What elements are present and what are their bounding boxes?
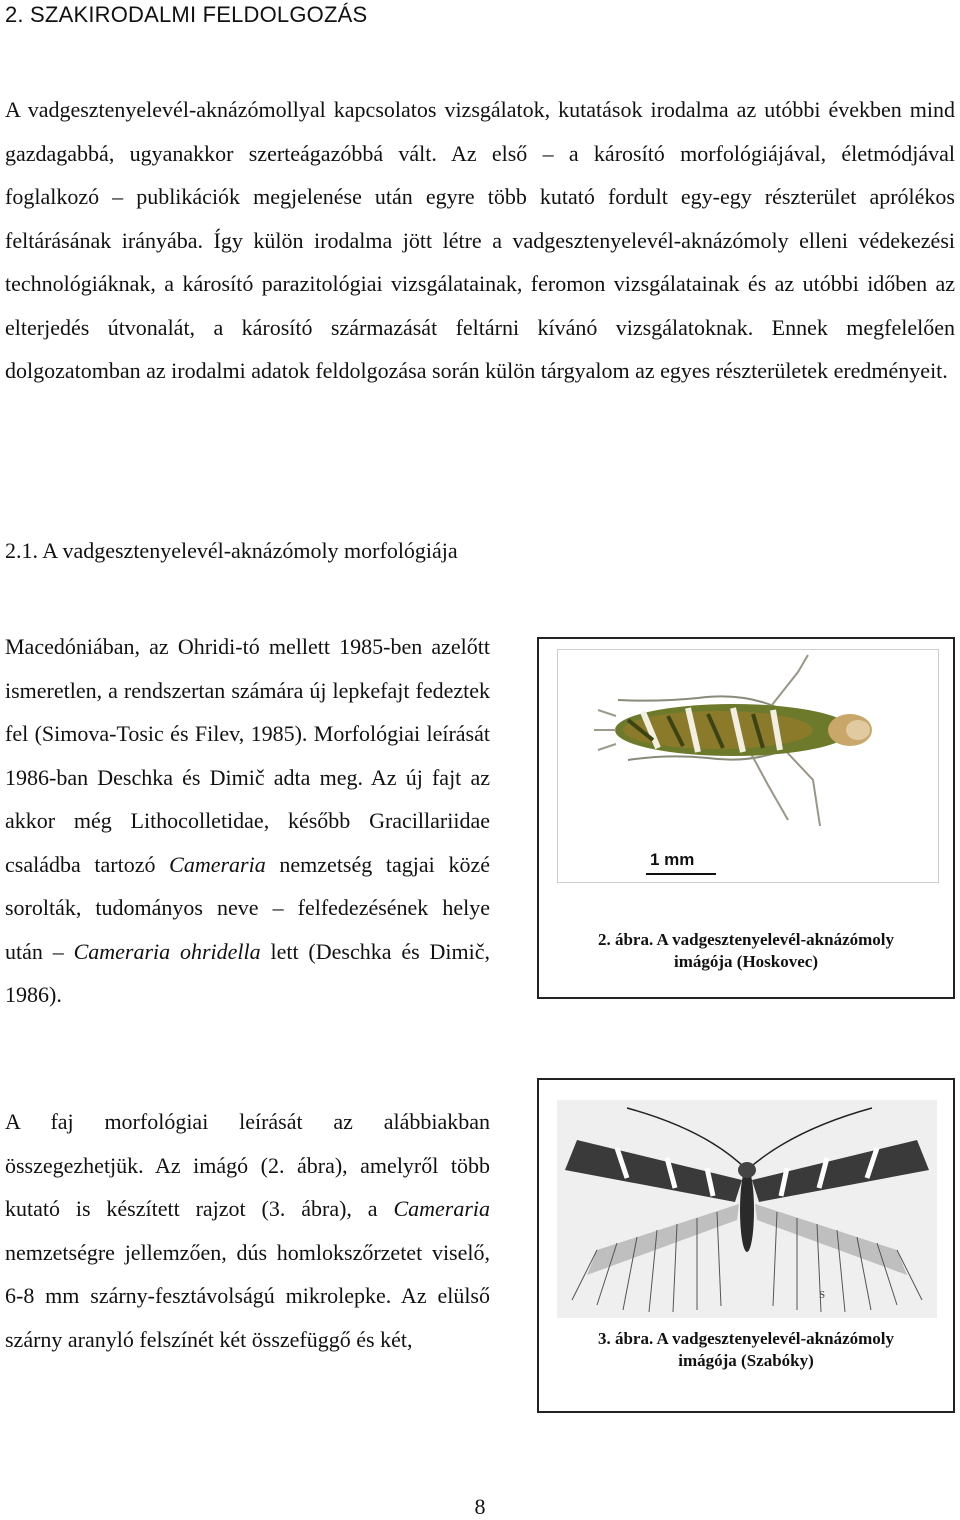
figure-3 [537,1078,955,1413]
scale-bar-label: 1 mm [650,850,695,869]
para3-genus: Cameraria [393,1196,490,1221]
moth-drawing [557,1100,937,1318]
page-number: 8 [474,1494,486,1519]
para2-species: Cameraria ohridella [73,938,261,964]
para2-genus: Cameraria [169,851,266,877]
para2-text-2: nemzetség tagjai közé sorolták, tudományos neve – felfedezésének helye után – [5,851,490,964]
figure-2-caption-line-1: 2. ábra. A vadgesztenyelevél-aknázómoly [597,930,895,949]
scale-bar [646,872,716,878]
svg-text:S: S [819,1289,826,1301]
moth-drawing-graphic [557,1100,937,1318]
intro-paragraph: A vadgesztenyelevél-aknázómollyal kapcsolatos vizsgálatok, kutatások irodalma az utóbbi években mind gazdagabbá, ugyanakkor szerteágazóbbá vált. Az első – a károsító morfológiájával, életmódjával foglalkozó – publikációk megjelenése után egyre több kutató fordult egy-egy részterület aprólékos feltárásának irányába. Így külön irodalma jött létre a vadgesztenyelevél-aknázómoly elleni védekezési technológiáknak, a károsító parazitológiai vizsgálatainak, feromon vizsgálatainak és az utóbbi időben az elterjedés útvonalát, a károsító származását feltárni kívánó vizsgálatoknak. Ennek megfelelően dolgozatomban az irodalmi adatok feldolgozása során külön tárgyalom az egyes részterületek eredményeit. [5,97,955,383]
figure-2 [537,637,955,999]
para3-text-2: nemzetségre jellemzően, dús homlokszőrzetet viselő, 6-8 mm szárny-fesztávolságú mikrolepke. Az elülső szárny aranyló felszínét két összefüggő és két, [5,1239,490,1352]
section-heading: 2. SZAKIRODALMI FELDOLGOZÁS [5,2,368,27]
morphology-paragraph-2 [5,1100,490,1361]
subsection-heading: 2.1. A vadgesztenyelevél-aknázómoly morfológiája [5,538,458,563]
figure-2-caption-line-2: imágója (Hoskovec) [673,952,818,971]
para3-text-1: A faj morfológiai leírását az alábbiakban összegezhetjük. Az imágó (2. ábra), amelyről több kutató is készített rajzot (3. ábra), a [5,1109,490,1221]
para2-text-3: lett (Deschka és Dimič, 1986). [5,938,490,1007]
figure-3-caption-line-2: imágója (Szabóky) [678,1351,814,1370]
moth-photo-graphic [558,650,938,882]
morphology-paragraph-1 [5,625,490,1017]
figure-3-caption [539,1328,953,1372]
para2-text-1: Macedóniában, az Ohridi-tó mellett 1985-ben azelőtt ismeretlen, a rendszertan számára új lepkefajt fedeztek fel (Simova-Tosic és Filev, 1985). Morfológiai leírását 1986-ban Deschka és Dimič adta meg. Az új fajt az akkor még Lithocolletidae, később Gracillariidae családba tartozó [5,634,490,877]
figure-3-caption-line-1: 3. ábra. A vadgesztenyelevél-aknázómoly [597,1329,895,1348]
figure-2-caption [539,929,953,973]
moth-photo [557,649,939,883]
